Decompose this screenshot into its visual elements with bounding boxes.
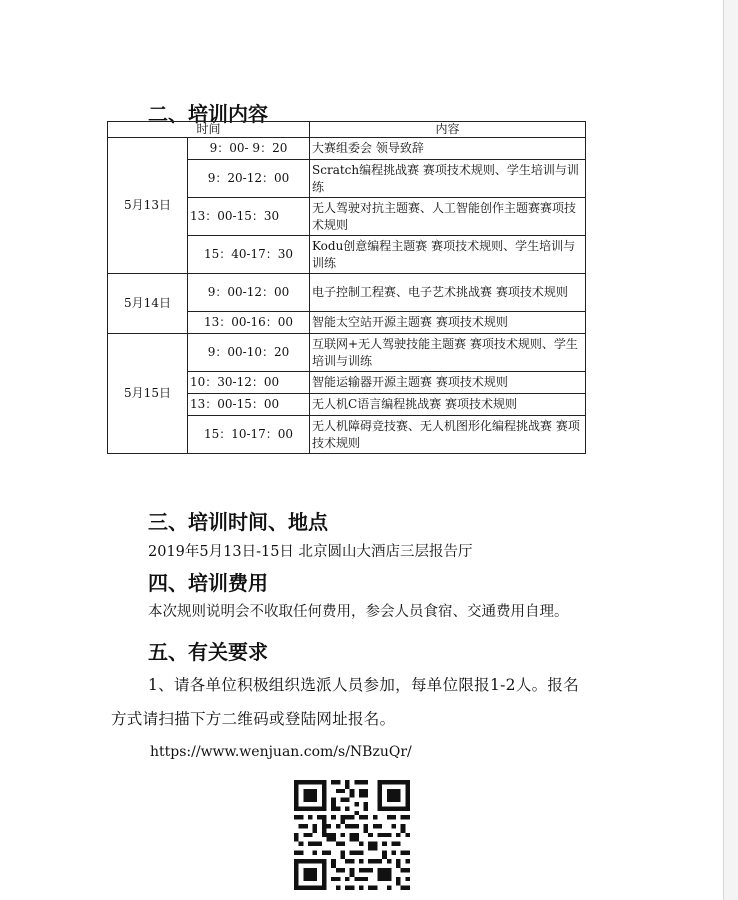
training-time-place: 2019年5月13日-15日 北京圆山大酒店三层报告厅 <box>148 544 473 560</box>
time-cell: 15：40-17：30 <box>188 236 310 274</box>
page-edge <box>723 0 738 900</box>
table-row <box>108 274 586 312</box>
date-cell: 5月15日 <box>108 334 188 454</box>
registration-qr-code[interactable] <box>294 780 410 890</box>
date-cell: 5月14日 <box>108 274 188 334</box>
requirements-line-2: 方式请扫描下方二维码或登陆网址报名。 <box>111 710 396 728</box>
requirements-line-1: 1、请各单位积极组织选派人员参加，每单位限报1-2人。报名 <box>148 676 580 694</box>
table-row <box>108 334 586 372</box>
section5-heading: 五、有关要求 <box>148 640 268 664</box>
time-cell: 13：00-15：00 <box>188 394 310 416</box>
header-time: 时间 <box>108 122 310 138</box>
header-content: 内容 <box>310 122 586 138</box>
content-cell: 互联网+无人驾驶技能主题赛 赛项技术规则、学生培训与训练 <box>310 334 586 372</box>
section4-heading: 四、培训费用 <box>148 571 268 595</box>
table-header-row <box>108 122 586 138</box>
time-cell: 9：00- 9：20 <box>188 138 310 160</box>
registration-url[interactable]: https://www.wenjuan.com/s/NBzuQr/ <box>150 744 412 760</box>
section2-heading: 二、培训内容 <box>148 102 268 126</box>
content-cell: 电子控制工程赛、电子艺术挑战赛 赛项技术规则 <box>310 274 586 312</box>
content-cell: 无人机C语言编程挑战赛 赛项技术规则 <box>310 394 586 416</box>
time-cell: 15：10-17：00 <box>188 416 310 454</box>
time-cell: 10：30-12：00 <box>188 372 310 394</box>
content-cell: Scratch编程挑战赛 赛项技术规则、学生培训与训练 <box>310 160 586 198</box>
time-cell: 9：00-10：20 <box>188 334 310 372</box>
training-fee-text: 本次规则说明会不收取任何费用，参会人员食宿、交通费用自理。 <box>148 604 569 620</box>
content-cell: 无人机障碍竞技赛、无人机图形化编程挑战赛 赛项技术规则 <box>310 416 586 454</box>
time-cell: 9：20-12：00 <box>188 160 310 198</box>
date-cell: 5月13日 <box>108 138 188 274</box>
content-cell: 大赛组委会 领导致辞 <box>310 138 586 160</box>
content-cell: 智能运输器开源主题赛 赛项技术规则 <box>310 372 586 394</box>
content-cell: 无人驾驶对抗主题赛、人工智能创作主题赛赛项技术规则 <box>310 198 586 236</box>
time-cell: 13：00-15：30 <box>188 198 310 236</box>
section3-heading: 三、培训时间、地点 <box>148 510 328 534</box>
time-cell: 9：00-12：00 <box>188 274 310 312</box>
content-cell: Kodu创意编程主题赛 赛项技术规则、学生培训与训练 <box>310 236 586 274</box>
training-schedule-table <box>107 121 586 454</box>
time-cell: 13：00-16：00 <box>188 312 310 334</box>
content-cell: 智能太空站开源主题赛 赛项技术规则 <box>310 312 586 334</box>
table-row <box>108 138 586 160</box>
